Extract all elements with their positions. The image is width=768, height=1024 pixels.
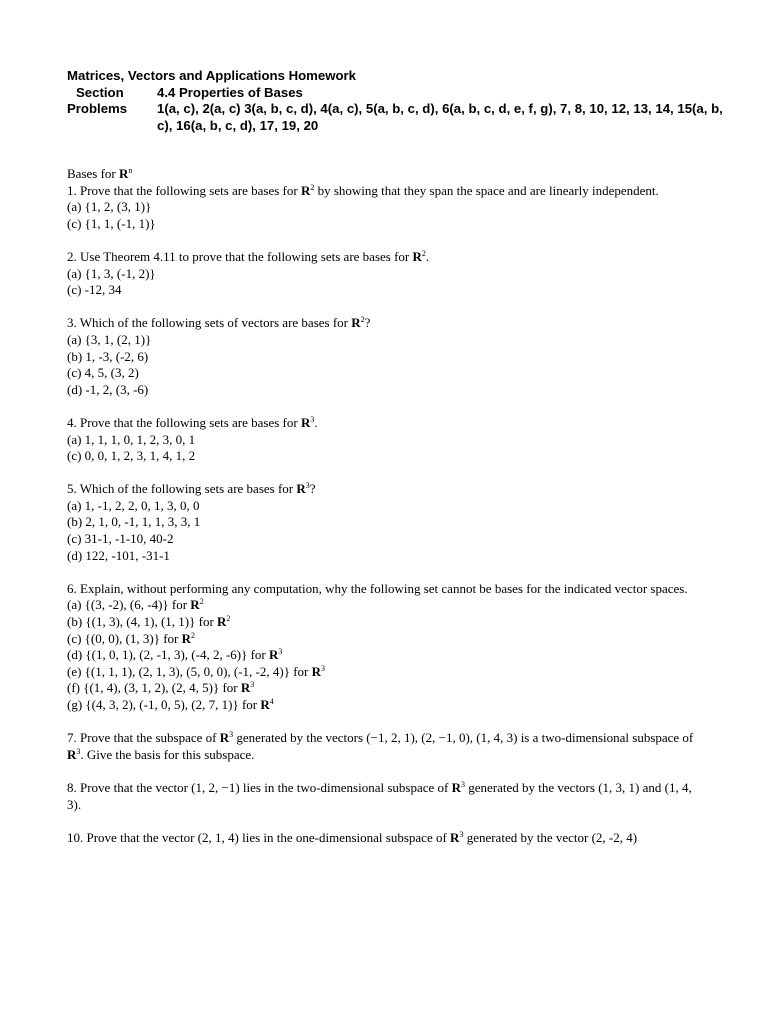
problem-3-statement — [67, 315, 707, 332]
problem-2-part-a: (a) {1, 3, (-1, 2)} — [67, 265, 156, 281]
section-row — [67, 85, 727, 102]
dimension-superscript: 3 — [76, 746, 81, 756]
real-space-symbol: R — [119, 166, 129, 181]
real-space-symbol: R — [181, 630, 192, 646]
problem-8-text: 8. Prove that the vector (1, 2, −1) lies in the two-dimensional subspace of — [67, 779, 452, 795]
dimension-superscript: 3 — [321, 663, 325, 673]
dimension-superscript: 2 — [226, 614, 231, 624]
problem-2 — [67, 249, 707, 299]
problem-7 — [67, 730, 707, 763]
assignment-header — [67, 68, 727, 134]
section-value: 4.4 Properties of Bases — [157, 84, 303, 100]
problem-8 — [67, 780, 707, 813]
problem-10-text-cont: generated by the vector (2, -2, 4) — [463, 829, 638, 845]
bases-heading — [67, 166, 707, 183]
problem-1-part-a: (a) {1, 2, (3, 1)} — [67, 199, 152, 215]
dimension-superscript: 3 — [459, 829, 464, 839]
dimension-superscript: 3 — [250, 680, 255, 690]
real-space-symbol: R — [412, 248, 422, 264]
dimension-superscript: 2 — [199, 597, 204, 607]
problem-1-text-cont: by showing that they span the space and are linearly independent. — [314, 182, 659, 198]
part-text: (b) {(1, 3), (4, 1), (1, 1)} for — [67, 614, 218, 630]
part-text: (f) {(1, 4), (3, 1, 2), (2, 4, 5)} for — [67, 680, 241, 696]
problem-6-part-e — [67, 664, 707, 681]
part-text: (e) {(1, 1, 1), (2, 1, 3), (5, 0, 0), (-1, -2, 4)} for — [67, 663, 312, 679]
real-space-symbol: R — [217, 614, 227, 630]
problem-4-text-cont: . — [314, 414, 318, 430]
real-space-symbol: R — [300, 414, 311, 430]
problem-3-part-c: (c) 4, 5, (3, 2) — [67, 365, 139, 381]
problem-6-part-g — [67, 697, 707, 714]
problem-7-text: 7. Prove that the subspace of — [67, 730, 220, 746]
dimension-superscript: 3 — [305, 481, 310, 491]
part-text: (d) {(1, 0, 1), (2, -1, 3), (-4, 2, -6)} for — [67, 647, 270, 663]
dimension-superscript: 3 — [229, 730, 234, 740]
problems-label: Problems — [67, 101, 128, 116]
problems-row — [67, 101, 727, 134]
assignment-title: Matrices, Vectors and Applications Homework — [67, 68, 356, 83]
dimension-superscript: 3 — [278, 647, 283, 657]
problem-5-part-d: (d) 122, -101, -31-1 — [67, 547, 170, 563]
problem-3-part-a: (a) {3, 1, (2, 1)} — [67, 331, 152, 347]
problem-8-text-cont: generated by the vectors (1, 3, 1) and (1, 4, 3). — [67, 779, 692, 812]
problem-6-part-d — [67, 647, 707, 664]
problem-10-text: 10. Prove that the vector (2, 1, 4) lies in the one-dimensional subspace of — [67, 829, 451, 845]
problem-2-part-c: (c) -12, 34 — [67, 282, 122, 298]
problem-4-statement — [67, 415, 707, 432]
real-space-symbol: R — [296, 481, 306, 497]
problem-3-part-d: (d) -1, 2, (3, -6) — [67, 381, 149, 397]
problem-1-text: 1. Prove that the following sets are bases for — [67, 182, 301, 198]
problem-10 — [67, 830, 707, 847]
real-space-symbol: R — [219, 730, 230, 746]
problem-10-statement — [67, 830, 707, 847]
problem-6-part-f — [67, 680, 707, 697]
real-space-symbol: R — [311, 663, 321, 679]
problem-4-text: 4. Prove that the following sets are bases for — [67, 414, 301, 430]
real-space-symbol: R — [260, 697, 270, 712]
problems-list: 1(a, c), 2(a, c) 3(a, b, c, d), 4(a, c), 5(a, b, c, d), 6(a, b, c, d, e, f, g), 7, 8, 10, 12, 13, 14, 15(a, b, c), 16(a, b, c, d), 17, 19, 20 — [157, 101, 723, 133]
problem-7-statement — [67, 730, 707, 763]
problem-5-part-c: (c) 31-1, -1-10, 40-2 — [67, 531, 174, 547]
problem-3-text: 3. Which of the following sets of vectors are bases for — [67, 315, 352, 331]
problem-6-part-c — [67, 631, 707, 648]
problem-2-statement — [67, 249, 707, 266]
problem-4-part-c: (c) 0, 0, 1, 2, 3, 1, 4, 1, 2 — [67, 448, 196, 464]
problem-3-part-b: (b) 1, -3, (-2, 6) — [67, 348, 149, 364]
problem-4 — [67, 415, 707, 465]
problem-3-text-cont: ? — [364, 315, 371, 331]
homework-body — [67, 166, 707, 863]
real-space-symbol: R — [351, 315, 361, 331]
problem-4-part-a: (a) 1, 1, 1, 0, 1, 2, 3, 0, 1 — [67, 431, 196, 447]
problem-6-part-b — [67, 614, 707, 631]
problem-6-statement: 6. Explain, without performing any computation, why the following set cannot be bases for the indicated vector spaces. — [67, 580, 688, 596]
real-space-symbol: R — [190, 597, 200, 613]
problem-5-part-a: (a) 1, -1, 2, 2, 0, 1, 3, 0, 0 — [67, 497, 200, 513]
bases-heading-text: Bases for — [67, 166, 119, 181]
dimension-superscript: 3 — [461, 779, 465, 789]
dimension-superscript: n — [128, 166, 133, 175]
dimension-superscript: 2 — [310, 182, 315, 192]
part-text: (g) {(4, 3, 2), (-1, 0, 5), (2, 7, 1)} for — [67, 697, 261, 712]
real-space-symbol: R — [300, 182, 311, 198]
real-space-symbol: R — [269, 647, 279, 663]
problem-7-text-cont: generated by the vectors (−1, 2, 1), (2, −1, 0), (1, 4, 3) is a two-dimensional subspace of — [233, 730, 694, 746]
dimension-superscript: 2 — [360, 315, 365, 325]
problem-3 — [67, 315, 707, 398]
real-space-symbol: R — [450, 829, 460, 845]
real-space-symbol: R — [451, 779, 461, 795]
dimension-superscript: 3 — [310, 414, 315, 424]
real-space-symbol: R — [240, 680, 251, 696]
problem-8-statement — [67, 780, 707, 813]
problem-6-part-a — [67, 597, 707, 614]
problem-2-text-cont: . — [425, 248, 430, 264]
dimension-superscript: 2 — [421, 248, 426, 258]
problem-5-text-cont: ? — [309, 481, 316, 497]
problem-1-statement — [67, 183, 707, 200]
problem-1-part-c: (c) {1, 1, (-1, 1)} — [67, 215, 156, 231]
part-text: (a) {(3, -2), (6, -4)} for — [67, 597, 191, 613]
real-space-symbol: R — [67, 746, 77, 762]
problem-6 — [67, 581, 707, 714]
problem-1 — [67, 183, 707, 233]
dimension-superscript: 4 — [269, 697, 274, 706]
section-label: Section — [76, 84, 124, 100]
problem-2-text: 2. Use Theorem 4.11 to prove that the following sets are bases for — [67, 248, 413, 264]
dimension-superscript: 2 — [191, 630, 196, 640]
problem-5-statement — [67, 481, 707, 498]
part-text: (c) {(0, 0), (1, 3)} for — [67, 630, 182, 646]
problem-5-part-b: (b) 2, 1, 0, -1, 1, 1, 3, 3, 1 — [67, 514, 201, 530]
problem-7-text-end: . Give the basis for this subspace. — [80, 746, 255, 762]
problem-5-text: 5. Which of the following sets are bases for — [67, 481, 297, 497]
problem-5 — [67, 481, 707, 564]
